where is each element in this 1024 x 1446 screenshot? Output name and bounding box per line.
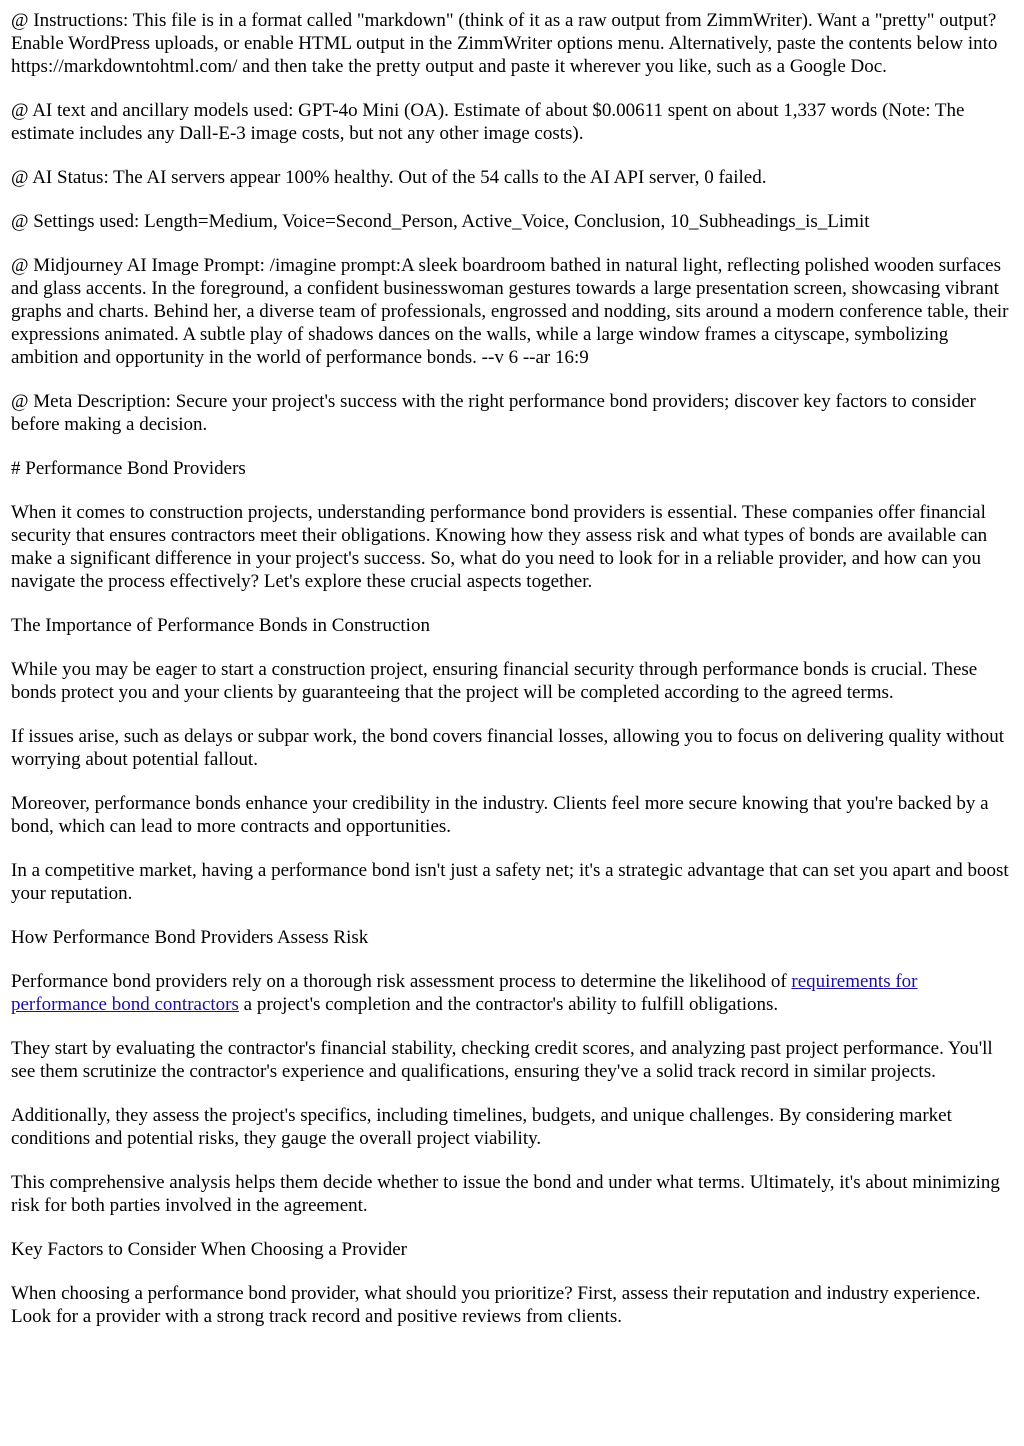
- models-note: @ AI text and ancillary models used: GPT-4o Mini (OA). Estimate of about $0.00611 spent on about 1,337 words (Note: The estimate includes any Dall-E-3 image costs, but not any other image costs).: [11, 100, 965, 144]
- subheading-key-factors: Key Factors to Consider When Choosing a Provider: [11, 1239, 407, 1260]
- instructions-note: @ Instructions: This file is in a format called "markdown" (think of it as a raw output from ZimmWriter). Want a "pretty" output? Enable WordPress uploads, or enable HTML output in the ZimmWriter options menu. Alternatively, paste the contents below into https://markdowntohtml.com/ and then take the pretty output and paste it wherever you like, such as a Google Doc.: [11, 10, 998, 77]
- article-title: # Performance Bond Providers: [11, 458, 246, 479]
- body-paragraph: Additionally, they assess the project's specifics, including timelines, budgets, and unique challenges. By considering market conditions and potential risks, they gauge the overall project viability.: [11, 1105, 952, 1149]
- subheading-assess-risk: How Performance Bond Providers Assess Risk: [11, 927, 369, 948]
- body-paragraph: This comprehensive analysis helps them decide whether to issue the bond and under what terms. Ultimately, it's about minimizing risk for both parties involved in the agreement.: [11, 1172, 1000, 1216]
- ai-status-note: @ AI Status: The AI servers appear 100% healthy. Out of the 54 calls to the AI API server, 0 failed.: [11, 167, 767, 188]
- subheading-importance: The Importance of Performance Bonds in Construction: [11, 615, 430, 636]
- body-paragraph: If issues arise, such as delays or subpar work, the bond covers financial losses, allowing you to focus on delivering quality without worrying about potential fallout.: [11, 726, 1005, 770]
- risk-text-after: a project's completion and the contractor's ability to fulfill obligations.: [238, 994, 779, 1015]
- body-paragraph: In a competitive market, having a performance bond isn't just a safety net; it's a strategic advantage that can set you apart and boost your reputation.: [11, 860, 1009, 904]
- risk-paragraph: [11, 970, 1014, 1016]
- image-prompt-note: @ Midjourney AI Image Prompt: /imagine prompt:A sleek boardroom bathed in natural light, reflecting polished wooden surfaces and glass accents. In the foreground, a confident businesswoman gestures towards a large presentation screen, showcasing vibrant graphs and charts. Behind her, a diverse team of professionals, engrossed and nodding, sits around a modern conference table, their expressions animated. A subtle play of shadows dances on the walls, while a large window frames a cityscape, symbolizing ambition and opportunity in the world of performance bonds. --v 6 --ar 16:9: [11, 255, 1009, 368]
- settings-note: @ Settings used: Length=Medium, Voice=Second_Person, Active_Voice, Conclusion, 10_Subheadings_is_Limit: [11, 211, 870, 232]
- intro-paragraph: When it comes to construction projects, understanding performance bond providers is essential. These companies offer financial security that ensures contractors meet their obligations. Knowing how they assess risk and what types of bonds are available can make a significant difference in your project's success. So, what do you need to look for in a reliable provider, and how can you navigate the process effectively? Let's explore these crucial aspects together.: [11, 502, 988, 592]
- body-paragraph: They start by evaluating the contractor's financial stability, checking credit scores, and analyzing past project performance. You'll see them scrutinize the contractor's experience and qualifications, ensuring they've a solid track record in similar projects.: [11, 1038, 993, 1082]
- body-paragraph: When choosing a performance bond provider, what should you prioritize? First, assess their reputation and industry experience. Look for a provider with a strong track record and positive reviews from clients.: [11, 1283, 981, 1327]
- requirements-link[interactable]: requirements for performance bond contractors: [11, 971, 918, 1015]
- meta-description-note: @ Meta Description: Secure your project's success with the right performance bond providers; discover key factors to consider before making a decision.: [11, 391, 976, 435]
- body-paragraph: Moreover, performance bonds enhance your credibility in the industry. Clients feel more secure knowing that you're backed by a bond, which can lead to more contracts and opportunities.: [11, 793, 989, 837]
- body-paragraph: While you may be eager to start a construction project, ensuring financial security through performance bonds is crucial. These bonds protect you and your clients by guaranteeing that the project will be completed according to the agreed terms.: [11, 659, 978, 703]
- risk-text-before: Performance bond providers rely on a thorough risk assessment process to determine the likelihood of: [11, 971, 792, 992]
